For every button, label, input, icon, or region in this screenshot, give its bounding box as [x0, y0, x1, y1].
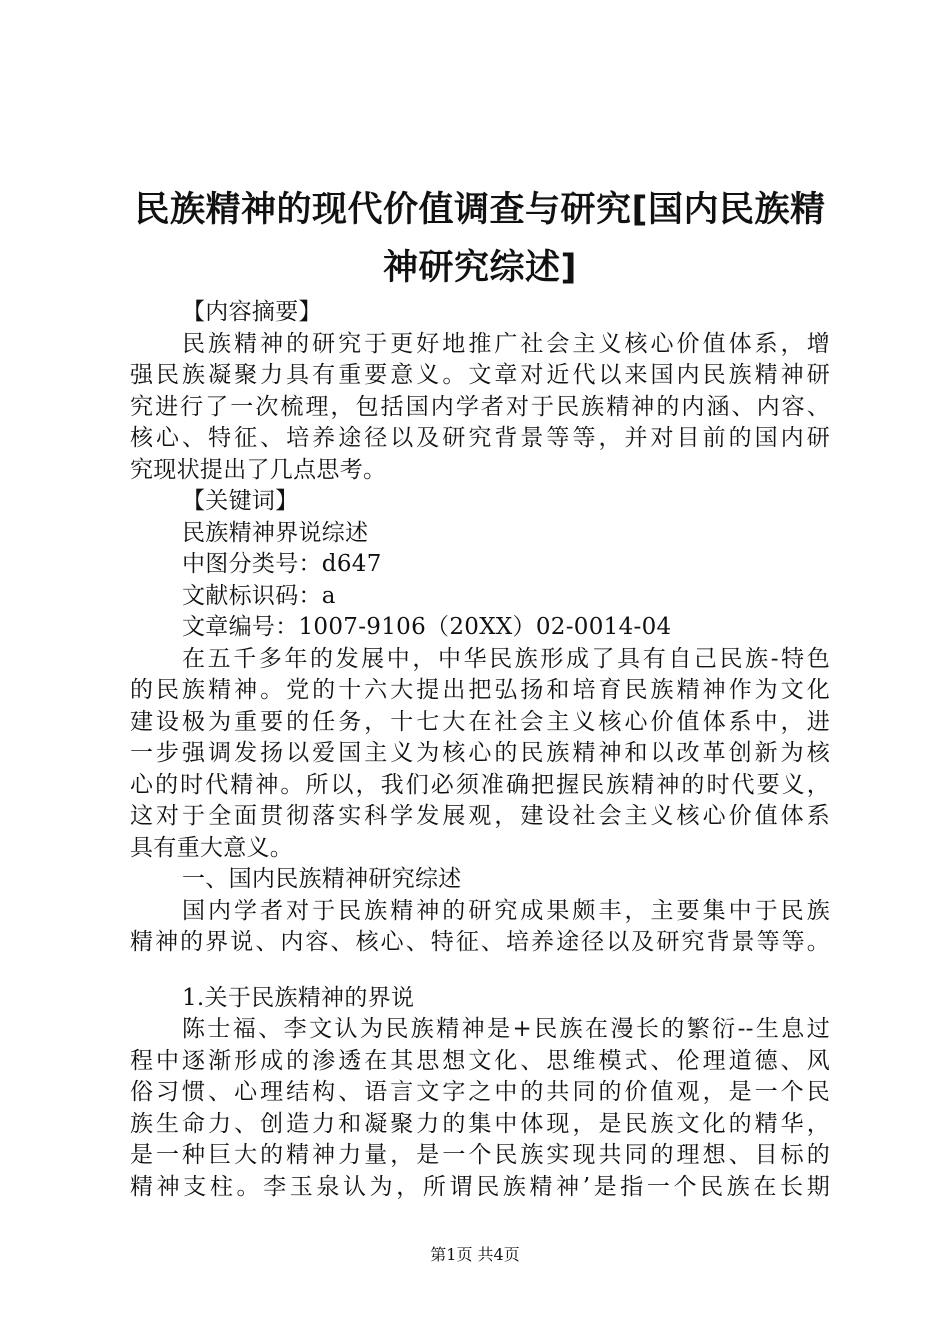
article-number: 文章编号：1007-9106（20XX）02-0014-04: [182, 614, 672, 640]
section-heading: 一、国内民族精神研究综述: [182, 866, 462, 892]
clc-number: 中图分类号：d647: [182, 551, 382, 577]
intro-line: 一步强调发扬以爱国主义为核心的民族精神和以改革创新为核: [130, 740, 830, 766]
document-body: [130, 297, 830, 1203]
intro-line: 在五千多年的发展中，中华民族形成了具有自己民族-特色: [182, 645, 830, 672]
abstract-heading: 【内容摘要】: [182, 299, 322, 325]
subsection-heading: 1.关于民族精神的界说: [182, 984, 415, 1011]
section-line: 国内学者对于民族精神的研究成果颇丰，主要集中于民族: [182, 897, 830, 924]
keywords-value: 民族精神界说综述: [182, 519, 369, 546]
intro-line: 建设极为重要的任务，十七大在社会主义核心价值体系中，进: [130, 708, 830, 735]
abstract-line: 核心、特征、培养途径以及研究背景等等，并对目前的国内研: [130, 425, 830, 451]
document-code: 文献标识码：a: [182, 582, 336, 609]
abstract-line: 究现状提出了几点思考。: [130, 456, 387, 483]
subsection-line: 是一种巨大的精神力量，是一个民族实现共同的理想、目标的: [130, 1142, 830, 1168]
keywords-heading: 【关键词】: [182, 488, 299, 514]
subsection-line: 俗习惯、心理结构、语言文字之中的共同的价值观，是一个民: [130, 1079, 830, 1105]
document-title-line-2: 神研究综述]: [383, 248, 577, 288]
abstract-line: 强民族凝聚力具有重要意义。文章对近代以来国内民族精神研: [130, 362, 830, 388]
intro-line: 具有重大意义。: [130, 834, 294, 861]
intro-line: 心的时代精神。所以，我们必须准确把握民族精神的时代要义，: [130, 771, 830, 798]
abstract-line: 民族精神的研究于更好地推广社会主义核心价值体系，增: [182, 330, 830, 357]
subsection-line: 族生命力、创造力和凝聚力的集中体现，是民族文化的精华，: [130, 1110, 830, 1137]
intro-line: 的民族精神。党的十六大提出把弘扬和培育民族精神作为文化: [130, 677, 830, 703]
subsection-line: 程中逐渐形成的渗透在其思想文化、思维模式、伦理道德、风: [130, 1047, 830, 1074]
document-title-line-1: 民族精神的现代价值调查与研究[国内民族精: [134, 190, 826, 230]
paragraph-gap: [130, 959, 830, 983]
subsection-line: 精神支柱。李玉泉认为，所谓民族精神’是指一个民族在长期: [130, 1173, 830, 1200]
page-number-footer: 第1页 共4页: [430, 1245, 520, 1264]
intro-line: 这对于全面贯彻落实科学发展观，建设社会主义核心价值体系: [130, 803, 830, 829]
subsection-line: 陈士福、李文认为民族精神是+民族在漫长的繁衍--生息过: [182, 1016, 830, 1042]
section-line: 精神的界说、内容、核心、特征、培养途径以及研究背景等等。: [130, 929, 830, 955]
abstract-line: 究进行了一次梳理，包括国内学者对于民族精神的内涵、内容、: [130, 393, 830, 420]
